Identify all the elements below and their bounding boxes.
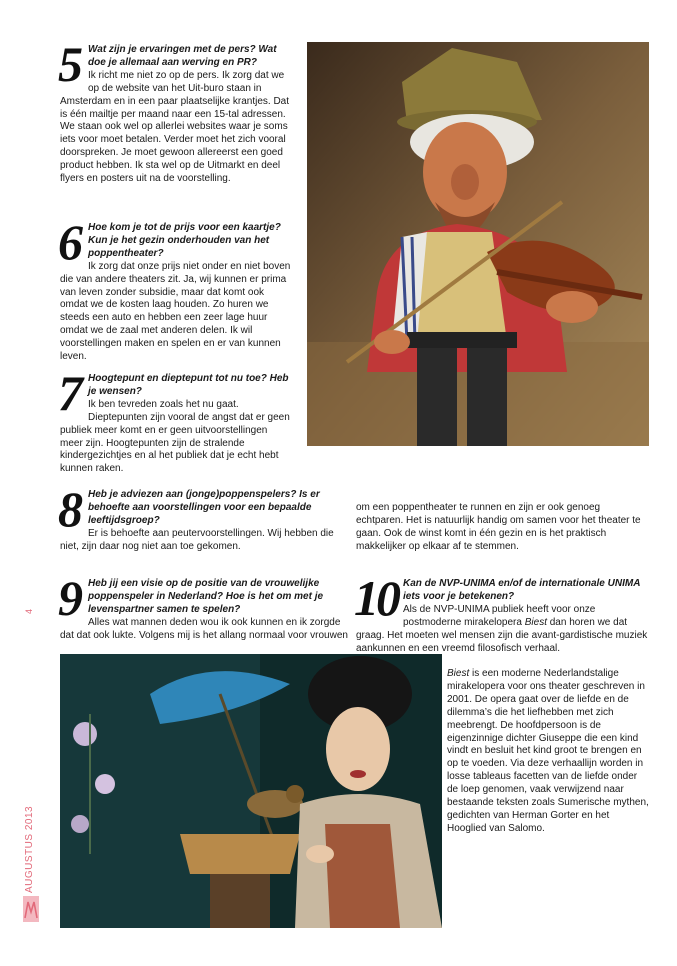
q7-question: Hoogtepunt en dieptepunt tot nu toe? Heb je wensen?: [88, 373, 289, 397]
q5-answer: Ik richt me niet zo op de pers. Ik zorg dat we op de website van het Uit-buro staan in Amsterdam en in een paar plaatselijke krantjes. Dat is één mailtje per maand naar een 15-tal adressen. We staan ook wel op allerlei websites waar je soms iets voor moet betalen. Verder moet het zich vooral doorspreken. Je moet gewoon allereerst een goed product hebben. Ik sta wel op de Uitmarkt en deel flyers en posters uit na de voorstelling.: [60, 69, 290, 185]
q7-answer: Ik ben tevreden zoals het nu gaat. Dieptepunten zijn vooral de angst dat er geen publiek meer komt en er geen uitvoorstellingen meer zijn. Hoogtepunten zijn de stralende kindergezichtjes en al het publiek dat je echt hebt kunnen raken.: [60, 398, 290, 475]
q7-section: [58, 365, 292, 476]
q6-number: 6: [58, 214, 83, 270]
q5-question: Wat zijn je ervaringen met de pers? Wat doe je allemaal aan werving en PR?: [88, 44, 277, 68]
q10-section: [354, 570, 650, 655]
page-number: 4: [24, 608, 34, 614]
geisha-puppet-photo: [60, 654, 442, 928]
q9-question: Heb jij een visie op de positie van de vrouwelijke poppenspeler in Nederland? Hoe is het om met je levenspartner samen te spelen?: [88, 578, 324, 615]
q9-number: 9: [58, 570, 83, 626]
q6-section: [58, 214, 292, 364]
q9-section: [58, 570, 350, 643]
q6-answer: Ik zorg dat onze prijs niet onder en niet boven die van andere theaters zit. Ja, wij kunnen er prima van leven zonder subsidie, maar dat komt ook omdat we de kosten laag houden. Zo huren we steeds een auto en hebben een zeer lage huur omdat we de zaal met anderen delen. Ik wil voorstellingen maken en spelen en er van kunnen leven.: [60, 260, 291, 363]
violinist-puppet-photo: [307, 42, 649, 446]
q5-section: [58, 36, 292, 186]
q10-biest-title-1: Biest: [524, 616, 547, 628]
q10-biest-title-2: Biest: [447, 668, 470, 679]
q8-answer: Er is behoefte aan peutervoorstellingen. Wij hebben die niet, zijn daar nog niet aan toe gekomen.: [60, 527, 334, 552]
q10-answer-c: is een moderne Nederlandstalige mirakelopera voor ons theater geschreven in 2001. De opera gaat over de liefde en de dilemma’s die het liefhebben met zich meebrengt. De hoofdpersoon is de eigenzinnige dichter Giuseppe die een kind vindt en besluit het kind groot te brengen en op te voeden. Via deze verhaallijn worden in losse tableaus facetten van de liefde onder de loep genomen, vaak verwijzend naar bestaande teksten zoals Sumerische mythen, gedichten van Herman Gorter en het Hooglied van Salomo.: [447, 668, 649, 834]
q10-answer-continued: [447, 668, 650, 836]
q8-answer-continued: [356, 502, 650, 554]
q6-question: Hoe kom je tot de prijs voor een kaartje? Kun je het gezin onderhouden van het poppentheater?: [88, 222, 281, 259]
q10-number: 10: [354, 570, 398, 626]
q8-answer-right: om een poppentheater te runnen en zijn er ook genoeg echtparen. Het is natuurlijk handig om samen voor het theater te gaan. Ook de winst komt in één gezin en is het praktisch makkelijker op elkaar af te stemmen.: [356, 502, 641, 552]
q9-answer: Alles wat mannen deden wou ik ook kunnen en ik zorgde dat dat ook lukte. Volgens mij is het allang normaal voor vrouwen: [60, 616, 348, 641]
q8-section: [58, 481, 350, 554]
q5-number: 5: [58, 36, 83, 92]
q7-number: 7: [58, 365, 83, 421]
issue-date: AUGUSTUS 2013: [24, 805, 35, 893]
magazine-logo-icon: [23, 896, 39, 922]
q10-answer-b: dan horen we dat graag. Het moeten wel mensen zijn die avant-gardistische muziek aankunnen en een vreemd filosofisch verhaal.: [356, 616, 648, 654]
q8-number: 8: [58, 481, 83, 537]
q8-question: Heb je adviezen aan (jonge)poppenspelers? Is er behoefte aan voorstellingen voor een bepaalde leeftijdsgroep?: [88, 489, 320, 526]
q10-answer-a: Als de NVP-UNIMA publiek heeft voor onze postmoderne mirakelopera: [403, 603, 596, 628]
q10-question: Kan de NVP-UNIMA en/of de internationale UNIMA iets voor je betekenen?: [403, 578, 641, 602]
